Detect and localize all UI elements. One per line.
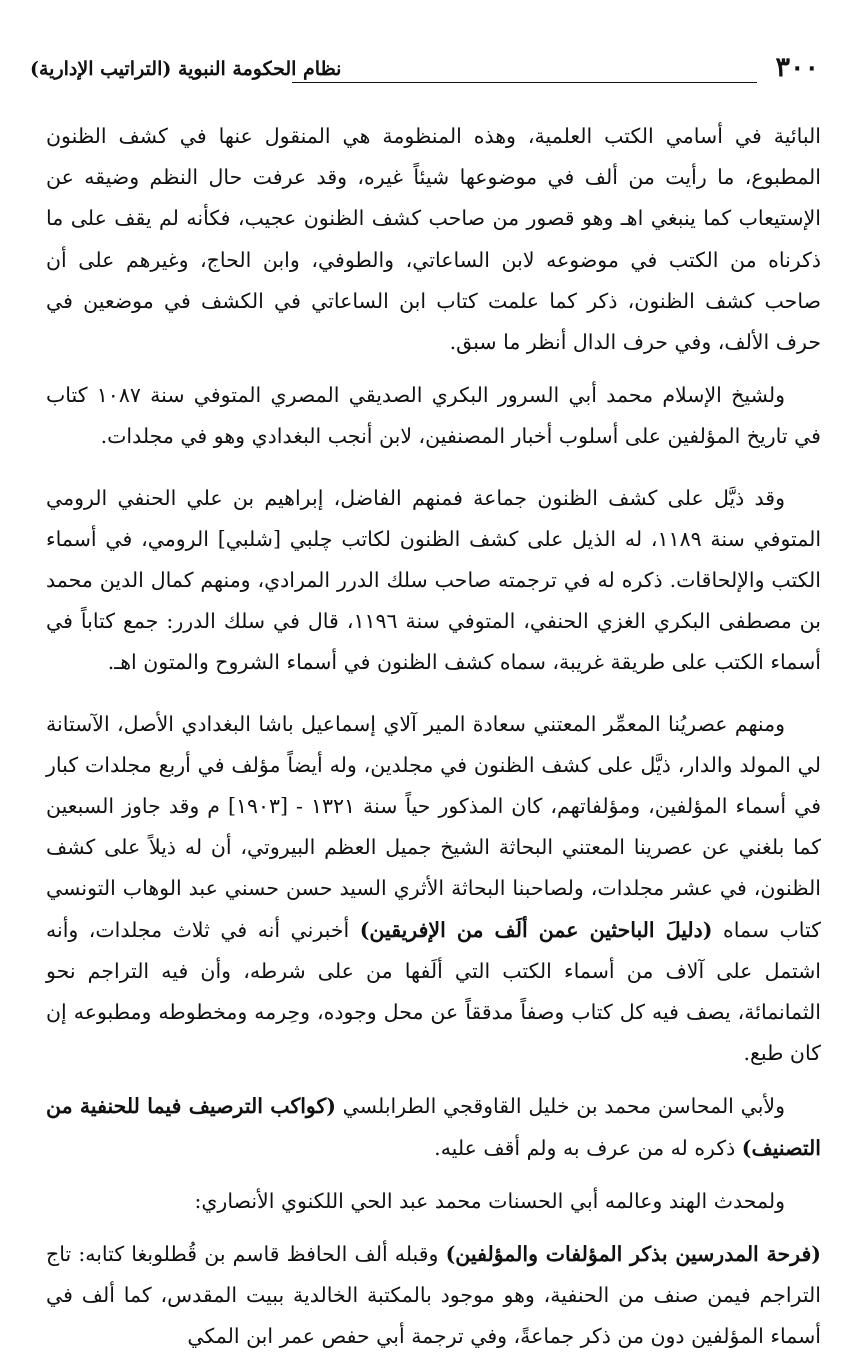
- paragraph-text-after: ذكره له من عرف به ولم أقف عليه.: [434, 1135, 736, 1160]
- page-number: ٣٠٠: [775, 52, 819, 83]
- paragraph-text: البائية في أسامي الكتب العلمية، وهذه المنظومة هي المنقول عنها في كشف الظنون المطبوع، ما رأيت من ألف في موضوعها شيئاً غيره، وقد عرفت حال النظم وضيقه عن الإستيعاب كما ينبغي اهـ وهو قصور من صاحب كشف الظنون عجيب، فكأنه لم يقف على ما ذكرناه من الكتب في موضوعه لابن الساعاتي، والطوفي، وابن الحاج، وغيرهم على أن صاحب كشف الظنون، ذكر كما علمت كتاب ابن الساعاتي في الكشف في موضعين في حرف الألف، وفي حرف الدال أنظر ما سبق.: [46, 124, 821, 355]
- running-title: نظام الحكومة النبوية (التراتيب الإدارية): [30, 58, 342, 80]
- paragraph-text: ولأبي المحاسن محمد بن خليل القاوقجي الطرابلسي: [335, 1094, 785, 1119]
- book-title-bold: (فرحة المدرسين بذكر المؤلفات والمؤلفين): [445, 1242, 821, 1267]
- paragraph-7: [46, 1234, 821, 1358]
- paragraph-5: [46, 1086, 821, 1168]
- paragraph-text: وقد ذيَّل على كشف الظنون جماعة فمنهم الفاضل، إبراهيم بن علي الحنفي الرومي المتوفي سنة ١١٨٩، له الذيل على كشف الظنون لكاتب چلبي [شلبي] الرومي، في أسماء الكتب والإلحاقات. ذكره له في ترجمته صاحب سلك الدرر المرادي، ومنهم كمال الدين محمد بن مصطفى البكري الغزي الحنفي، المتوفي سنة ١١٩٦، قال في سلك الدرر: جمع كتاباً في أسماء الكتب على طريقة غريبة، سماه كشف الظنون في أسماء الشروح والمتون اهـ.: [46, 485, 822, 675]
- paragraph-1: [46, 116, 821, 363]
- book-title-bold: (كواكب الترصيف فيما للحنفية من التصنيف): [46, 1094, 821, 1160]
- book-title-bold: (دليلَ الباحثين عمن ألَف من الإفريقين): [359, 917, 713, 942]
- paragraph-3: [46, 478, 821, 684]
- paragraph-6: [46, 1181, 821, 1222]
- running-header: [30, 52, 819, 92]
- paragraph-text-after: وقبله ألف الحافظ قاسم بن قُطلوبغا كتابه: تاج التراجم فيمن صنف من الحنفية، وهو موجود بالمكتبة الخالدية ببيت المقدس، كما ألف في أسماء المؤلفين دون من ذكر جماعةً، وفي ترجمة أبي حفص عمر ابن المكي: [46, 1242, 821, 1349]
- header-rule: [292, 82, 757, 83]
- paragraph-text: ولشيخ الإسلام محمد أبي السرور البكري الصديقي المصري المتوفي سنة ١٠٨٧ كتاب في تاريخ المؤلفين على أسلوب أخبار المصنفين، لابن أنجب البغدادي وهو في مجلدات.: [46, 383, 821, 449]
- paragraph-text-after: أخبرني أنه في ثلاث مجلدات، وأنه اشتمل على آلاف من أسماء الكتب التي ألَفها من على شرطه، وأن فيه التراجم نحو الثمانمائة، يصف فيه كل كتاب وصفاً مدققاً عن محل وجوده، وحِرمه ومخطوطه ومطبوعه إن كان طبع.: [46, 917, 821, 1066]
- paragraph-text: ولمحدث الهند وعالمه أبي الحسنات محمد عبد الحي اللكنوي الأنصاري:: [194, 1188, 785, 1213]
- paragraph-text: ومنهم عصريُنا المعمِّر المعتني سعادة المير آلاي إسماعيل باشا البغدادي الأصل، الآستانة لي المولد والدار، ذيَّل على كشف الظنون في مجلدين، وله أيضاً مؤلف في أربع مجلدات كبار في أسماء المؤلفين، ومؤلفاتهم، كان المذكور حياً سنة ١٣٢١ - [١٩٠٣] م وقد جاوز السبعين كما بلغني عن عصرينا المعتني البحاثة الشيخ جميل العظم البيروتي، أن له ذيلاً على كشف الظنون، في عشر مجلدات، ولصاحبنا البحاثة الأثري السيد حسن حسني عبد الوهاب التونسي كتاب سماه: [46, 711, 822, 942]
- paragraph-2: [46, 375, 821, 457]
- paragraph-4: [46, 704, 821, 1075]
- body-text: [46, 116, 821, 1358]
